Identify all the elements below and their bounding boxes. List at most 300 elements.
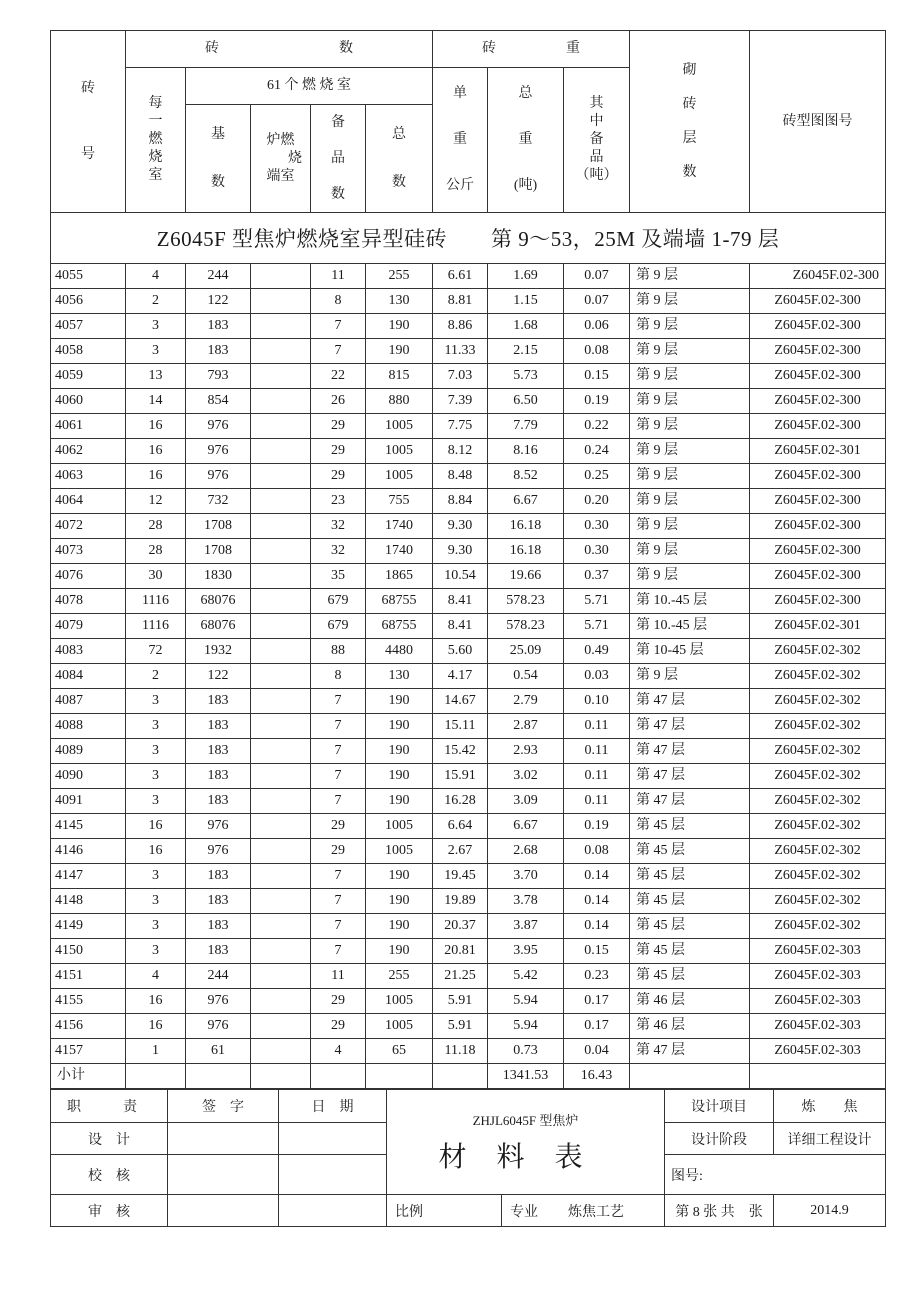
cell-spare-count: 11 [311, 264, 366, 289]
empty-cell [366, 1064, 433, 1089]
cell-drawing-no: Z6045F.02-302 [750, 839, 886, 864]
cell-per-chamber: 1116 [126, 614, 186, 639]
cell-spare-weight: 0.08 [564, 339, 630, 364]
header-text: 重 [566, 41, 581, 56]
cell-total-count: 190 [366, 764, 433, 789]
cell-total-weight: 1.69 [488, 264, 564, 289]
header-text: 重 [453, 132, 468, 147]
cell-unit-weight: 7.03 [433, 364, 488, 389]
cell-total-weight: 1.68 [488, 314, 564, 339]
cell-spare-count: 7 [311, 764, 366, 789]
cell-base-count: 1932 [186, 639, 251, 664]
table-row [51, 739, 886, 764]
cell-spare-weight: 0.49 [564, 639, 630, 664]
cell-end-wall-count [251, 814, 311, 839]
cell-drawing-no: Z6045F.02-300 [750, 364, 886, 389]
cell-spare-weight: 0.15 [564, 939, 630, 964]
cell-brick-no: 4149 [51, 914, 126, 939]
cell-spare-count: 32 [311, 514, 366, 539]
header-spare-weight [564, 68, 630, 213]
cell-base-count: 183 [186, 339, 251, 364]
cell-base-count: 1708 [186, 539, 251, 564]
cell-unit-weight: 8.86 [433, 314, 488, 339]
header-text: 砖 [81, 80, 95, 96]
cell-unit-weight: 8.12 [433, 439, 488, 464]
cell-per-chamber: 16 [126, 839, 186, 864]
cell-brick-no: 4083 [51, 639, 126, 664]
cell-end-wall-count [251, 389, 311, 414]
cell-brick-no: 4089 [51, 739, 126, 764]
cell-layer: 第 9 层 [630, 664, 750, 689]
cell-base-count: 976 [186, 1014, 251, 1039]
cell-total-weight: 25.09 [488, 639, 564, 664]
header-text: (吨) [513, 178, 538, 193]
cell-base-count: 183 [186, 714, 251, 739]
cell-per-chamber: 4 [126, 264, 186, 289]
cell-brick-no: 4148 [51, 889, 126, 914]
cell-layer: 第 47 层 [630, 789, 750, 814]
cell-brick-no: 4078 [51, 589, 126, 614]
doc-subtitle: ZHJL6045F 型焦炉 [472, 1112, 579, 1128]
header-layer [630, 31, 750, 213]
cell-spare-weight: 0.14 [564, 864, 630, 889]
table-row [51, 264, 886, 289]
cell-end-wall-count [251, 889, 311, 914]
cell-spare-weight: 0.11 [564, 714, 630, 739]
cell-unit-weight: 4.17 [433, 664, 488, 689]
subtotal-spare-weight: 16.43 [564, 1064, 630, 1089]
cell-per-chamber: 12 [126, 489, 186, 514]
cell-unit-weight: 9.30 [433, 514, 488, 539]
design-sign[interactable] [168, 1123, 279, 1155]
cell-drawing-no: Z6045F.02-303 [750, 1014, 886, 1039]
cell-per-chamber: 3 [126, 789, 186, 814]
check-date[interactable] [279, 1155, 387, 1195]
cell-spare-count: 29 [311, 1014, 366, 1039]
cell-total-count: 190 [366, 914, 433, 939]
cell-base-count: 244 [186, 964, 251, 989]
cell-spare-count: 679 [311, 589, 366, 614]
table-row [51, 989, 886, 1014]
stage-value: 详细工程设计 [774, 1123, 886, 1155]
table-row [51, 789, 886, 814]
table-row [51, 414, 886, 439]
table-row [51, 864, 886, 889]
cell-spare-count: 679 [311, 614, 366, 639]
header-text: 数 [331, 186, 345, 202]
header-text: 备 [331, 114, 345, 130]
cell-end-wall-count [251, 939, 311, 964]
cell-layer: 第 47 层 [630, 689, 750, 714]
cell-drawing-no: Z6045F.02-302 [750, 739, 886, 764]
cell-spare-weight: 0.24 [564, 439, 630, 464]
cell-base-count: 68076 [186, 614, 251, 639]
cell-unit-weight: 8.41 [433, 589, 488, 614]
cell-total-weight: 16.18 [488, 539, 564, 564]
cell-brick-no: 4056 [51, 289, 126, 314]
cell-total-count: 190 [366, 714, 433, 739]
cell-spare-weight: 0.10 [564, 689, 630, 714]
cell-base-count: 61 [186, 1039, 251, 1064]
cell-total-count: 190 [366, 339, 433, 364]
cell-unit-weight: 5.91 [433, 989, 488, 1014]
cell-total-count: 1740 [366, 539, 433, 564]
cell-brick-no: 4076 [51, 564, 126, 589]
cell-drawing-no: Z6045F.02-300 [750, 539, 886, 564]
cell-base-count: 183 [186, 314, 251, 339]
cell-unit-weight: 20.37 [433, 914, 488, 939]
cell-spare-count: 8 [311, 664, 366, 689]
empty-cell [126, 1064, 186, 1089]
review-sign[interactable] [168, 1195, 279, 1227]
cell-end-wall-count [251, 964, 311, 989]
cell-layer: 第 45 层 [630, 964, 750, 989]
header-base-count [186, 105, 251, 213]
cell-layer: 第 47 层 [630, 1039, 750, 1064]
cell-spare-count: 29 [311, 464, 366, 489]
cell-layer: 第 45 层 [630, 889, 750, 914]
cell-brick-no: 4073 [51, 539, 126, 564]
cell-spare-count: 8 [311, 289, 366, 314]
cell-base-count: 68076 [186, 589, 251, 614]
cell-spare-weight: 0.37 [564, 564, 630, 589]
cell-brick-no: 4058 [51, 339, 126, 364]
cell-layer: 第 9 层 [630, 289, 750, 314]
cell-spare-count: 7 [311, 789, 366, 814]
discipline-cell [502, 1195, 665, 1227]
cell-layer: 第 47 层 [630, 739, 750, 764]
cell-spare-weight: 0.11 [564, 739, 630, 764]
cell-drawing-no: Z6045F.02-303 [750, 939, 886, 964]
cell-spare-count: 32 [311, 539, 366, 564]
cell-unit-weight: 15.11 [433, 714, 488, 739]
cell-spare-count: 7 [311, 689, 366, 714]
header-text: （吨） [575, 168, 618, 183]
cell-spare-count: 4 [311, 1039, 366, 1064]
cell-end-wall-count [251, 664, 311, 689]
cell-total-count: 4480 [366, 639, 433, 664]
cell-brick-no: 4063 [51, 464, 126, 489]
design-date[interactable] [279, 1123, 387, 1155]
cell-base-count: 183 [186, 914, 251, 939]
cell-layer: 第 9 层 [630, 264, 750, 289]
cell-end-wall-count [251, 639, 311, 664]
check-role: 校 核 [51, 1155, 168, 1195]
cell-unit-weight: 16.28 [433, 789, 488, 814]
cell-end-wall-count [251, 439, 311, 464]
cell-layer: 第 9 层 [630, 414, 750, 439]
table-row [51, 464, 886, 489]
cell-unit-weight: 10.54 [433, 564, 488, 589]
cell-brick-no: 4090 [51, 764, 126, 789]
cell-spare-weight: 0.14 [564, 914, 630, 939]
cell-end-wall-count [251, 564, 311, 589]
scale-label: 比例 [387, 1195, 502, 1227]
cell-end-wall-count [251, 839, 311, 864]
cell-end-wall-count [251, 464, 311, 489]
header-brick-weight-group [433, 31, 630, 68]
cell-per-chamber: 13 [126, 364, 186, 389]
header-text: 炉燃 [266, 132, 295, 148]
cell-drawing-no: Z6045F.02-302 [750, 764, 886, 789]
date-value: 2014.9 [774, 1195, 886, 1227]
role-header: 职 责 [51, 1090, 168, 1123]
cell-end-wall-count [251, 864, 311, 889]
cell-spare-count: 7 [311, 739, 366, 764]
cell-layer: 第 45 层 [630, 839, 750, 864]
table-row [51, 514, 886, 539]
review-role: 审 核 [51, 1195, 168, 1227]
empty-cell [251, 1064, 311, 1089]
cell-end-wall-count [251, 539, 311, 564]
cell-per-chamber: 1 [126, 1039, 186, 1064]
material-sheet [50, 30, 885, 1227]
cell-per-chamber: 3 [126, 339, 186, 364]
cell-drawing-no: Z6045F.02-300 [750, 289, 886, 314]
cell-base-count: 244 [186, 264, 251, 289]
cell-spare-weight: 0.14 [564, 889, 630, 914]
cell-unit-weight: 21.25 [433, 964, 488, 989]
cell-brick-no: 4062 [51, 439, 126, 464]
cell-spare-weight: 0.15 [564, 364, 630, 389]
cell-brick-no: 4061 [51, 414, 126, 439]
cell-per-chamber: 16 [126, 464, 186, 489]
cell-total-weight: 1.15 [488, 289, 564, 314]
cell-unit-weight: 15.91 [433, 764, 488, 789]
cell-layer: 第 45 层 [630, 864, 750, 889]
cell-per-chamber: 3 [126, 689, 186, 714]
cell-base-count: 976 [186, 439, 251, 464]
cell-total-weight: 6.67 [488, 814, 564, 839]
cell-total-weight: 6.50 [488, 389, 564, 414]
cell-brick-no: 4088 [51, 714, 126, 739]
cell-per-chamber: 3 [126, 864, 186, 889]
cell-total-count: 190 [366, 889, 433, 914]
cell-per-chamber: 16 [126, 814, 186, 839]
cell-base-count: 183 [186, 939, 251, 964]
cell-per-chamber: 3 [126, 714, 186, 739]
table-row [51, 639, 886, 664]
cell-base-count: 122 [186, 289, 251, 314]
cell-per-chamber: 2 [126, 289, 186, 314]
cell-brick-no: 4145 [51, 814, 126, 839]
cell-brick-no: 4151 [51, 964, 126, 989]
cell-base-count: 732 [186, 489, 251, 514]
cell-unit-weight: 19.45 [433, 864, 488, 889]
header-text: 总 [392, 126, 406, 142]
cell-total-count: 255 [366, 964, 433, 989]
cell-unit-weight: 5.60 [433, 639, 488, 664]
header-text: 号 [81, 146, 95, 162]
cell-unit-weight: 6.61 [433, 264, 488, 289]
cell-drawing-no: Z6045F.02-302 [750, 914, 886, 939]
cell-per-chamber: 1116 [126, 589, 186, 614]
cell-drawing-no: Z6045F.02-302 [750, 789, 886, 814]
cell-spare-weight: 5.71 [564, 589, 630, 614]
cell-per-chamber: 2 [126, 664, 186, 689]
cell-spare-count: 29 [311, 414, 366, 439]
table-row [51, 1039, 886, 1064]
cell-spare-count: 29 [311, 839, 366, 864]
cell-total-weight: 7.79 [488, 414, 564, 439]
empty-cell [750, 1064, 886, 1089]
header-per-chamber [126, 68, 186, 213]
cell-end-wall-count [251, 314, 311, 339]
cell-brick-no: 4059 [51, 364, 126, 389]
cell-end-wall-count [251, 739, 311, 764]
cell-total-count: 190 [366, 789, 433, 814]
cell-brick-no: 4156 [51, 1014, 126, 1039]
cell-drawing-no: Z6045F.02-300 [750, 264, 886, 289]
cell-total-count: 130 [366, 664, 433, 689]
cell-drawing-no: Z6045F.02-300 [750, 464, 886, 489]
cell-end-wall-count [251, 414, 311, 439]
cell-total-weight: 0.54 [488, 664, 564, 689]
cell-unit-weight: 11.33 [433, 339, 488, 364]
cell-total-count: 880 [366, 389, 433, 414]
cell-layer: 第 10.-45 层 [630, 589, 750, 614]
cell-spare-count: 26 [311, 389, 366, 414]
header-text: 数 [392, 174, 406, 190]
cell-unit-weight: 14.67 [433, 689, 488, 714]
cell-end-wall-count [251, 714, 311, 739]
header-text: 品 [589, 150, 604, 165]
table-row [51, 939, 886, 964]
cell-spare-weight: 0.04 [564, 1039, 630, 1064]
data-rows [51, 264, 886, 1064]
header-text: 品 [331, 150, 345, 166]
review-date[interactable] [279, 1195, 387, 1227]
cell-spare-count: 7 [311, 339, 366, 364]
table-row [51, 964, 886, 989]
cell-drawing-no: Z6045F.02-302 [750, 689, 886, 714]
cell-brick-no: 4146 [51, 839, 126, 864]
header-text: 砖 [682, 96, 697, 112]
cell-drawing-no: Z6045F.02-302 [750, 639, 886, 664]
table-row [51, 389, 886, 414]
cell-layer: 第 9 层 [630, 464, 750, 489]
cell-brick-no: 4064 [51, 489, 126, 514]
cell-spare-count: 7 [311, 889, 366, 914]
header-text: 烧 [288, 150, 302, 166]
cell-total-weight: 2.15 [488, 339, 564, 364]
cell-total-count: 255 [366, 264, 433, 289]
cell-drawing-no: Z6045F.02-303 [750, 1039, 886, 1064]
cell-total-count: 130 [366, 289, 433, 314]
cell-end-wall-count [251, 914, 311, 939]
cell-total-count: 190 [366, 739, 433, 764]
cell-total-count: 1005 [366, 414, 433, 439]
cell-spare-count: 7 [311, 939, 366, 964]
cell-total-weight: 3.95 [488, 939, 564, 964]
cell-brick-no: 4084 [51, 664, 126, 689]
cell-spare-weight: 0.22 [564, 414, 630, 439]
cell-drawing-no: Z6045F.02-300 [750, 339, 886, 364]
cell-unit-weight: 5.91 [433, 1014, 488, 1039]
cell-per-chamber: 16 [126, 989, 186, 1014]
cell-total-count: 65 [366, 1039, 433, 1064]
cell-per-chamber: 28 [126, 514, 186, 539]
discipline-label: 专业 [510, 1204, 538, 1220]
cell-drawing-no: Z6045F.02-300 [750, 589, 886, 614]
cell-unit-weight: 8.41 [433, 614, 488, 639]
cell-layer: 第 46 层 [630, 989, 750, 1014]
check-sign[interactable] [168, 1155, 279, 1195]
header-text: 数 [682, 164, 697, 180]
cell-unit-weight: 8.48 [433, 464, 488, 489]
cell-base-count: 1708 [186, 514, 251, 539]
cell-total-weight: 5.73 [488, 364, 564, 389]
header-text: 备 [589, 132, 604, 147]
cell-drawing-no: Z6045F.02-301 [750, 439, 886, 464]
header-text: 总 [518, 86, 533, 101]
cell-total-count: 1005 [366, 839, 433, 864]
cell-drawing-no: Z6045F.02-301 [750, 614, 886, 639]
table-row [51, 1014, 886, 1039]
cell-spare-count: 7 [311, 914, 366, 939]
header-text: 数 [211, 174, 225, 190]
table-row [51, 314, 886, 339]
cell-per-chamber: 4 [126, 964, 186, 989]
cell-total-weight: 2.68 [488, 839, 564, 864]
cell-spare-weight: 0.17 [564, 989, 630, 1014]
cell-total-count: 815 [366, 364, 433, 389]
cell-layer: 第 9 层 [630, 364, 750, 389]
cell-drawing-no: Z6045F.02-302 [750, 889, 886, 914]
cell-drawing-no: Z6045F.02-302 [750, 714, 886, 739]
cell-spare-weight: 0.07 [564, 289, 630, 314]
cell-total-count: 190 [366, 689, 433, 714]
table-row [51, 614, 886, 639]
cell-spare-weight: 0.06 [564, 314, 630, 339]
cell-drawing-no: Z6045F.02-300 [750, 514, 886, 539]
empty-cell [433, 1064, 488, 1089]
cell-end-wall-count [251, 489, 311, 514]
cell-drawing-no: Z6045F.02-302 [750, 664, 886, 689]
header-end-wall [251, 105, 311, 213]
header-text: 每 [148, 96, 163, 111]
cell-end-wall-count [251, 264, 311, 289]
header-text: 层 [682, 130, 697, 146]
cell-per-chamber: 3 [126, 764, 186, 789]
cell-unit-weight: 2.67 [433, 839, 488, 864]
cell-total-weight: 0.73 [488, 1039, 564, 1064]
cell-layer: 第 47 层 [630, 714, 750, 739]
cell-per-chamber: 16 [126, 439, 186, 464]
cell-spare-weight: 0.08 [564, 839, 630, 864]
cell-base-count: 122 [186, 664, 251, 689]
table-row [51, 289, 886, 314]
cell-layer: 第 9 层 [630, 389, 750, 414]
table-row [51, 689, 886, 714]
table-row [51, 889, 886, 914]
cell-drawing-no: Z6045F.02-300 [750, 489, 886, 514]
cell-brick-no: 4157 [51, 1039, 126, 1064]
cell-spare-weight: 0.20 [564, 489, 630, 514]
discipline-value: 炼焦工艺 [568, 1204, 624, 1220]
cell-total-count: 1740 [366, 514, 433, 539]
table-row [51, 489, 886, 514]
cell-base-count: 183 [186, 739, 251, 764]
header-text: 端室 [266, 168, 295, 184]
header-61-chambers: 61 个 燃 烧 室 [186, 68, 433, 105]
cell-spare-weight: 0.17 [564, 1014, 630, 1039]
cell-layer: 第 45 层 [630, 914, 750, 939]
cell-base-count: 976 [186, 414, 251, 439]
cell-base-count: 183 [186, 689, 251, 714]
cell-end-wall-count [251, 1039, 311, 1064]
cell-base-count: 183 [186, 864, 251, 889]
